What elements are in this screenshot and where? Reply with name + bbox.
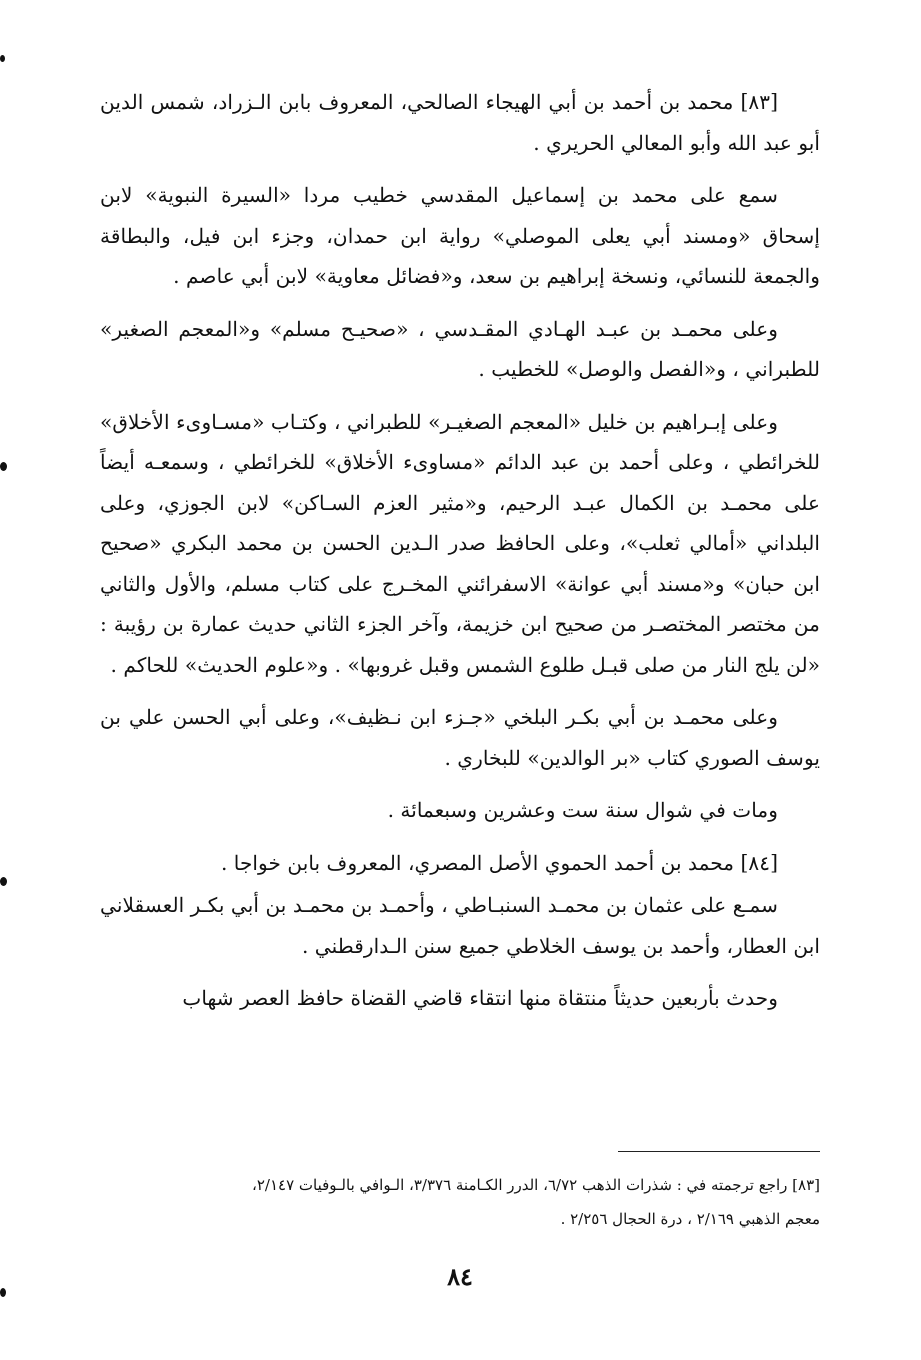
page-number: ٨٤ <box>447 1262 473 1291</box>
entry-84-paragraph-2: وحدث بأربعين حديثاً منتقاة منها انتقاء قاضي القضاة حافظ العصر شهاب <box>182 986 778 1010</box>
footnote-divider <box>618 1151 820 1152</box>
entry-83-paragraph-3: وعلى إبـراهيم بن خليل «المعجم الصغيـر» للطبراني ، وكتـاب «مسـاوىء الأخلاق» للخرائطي ، وعلى أحمد بن عبد الدائم «مساوىء الأخلاق» للخرائطي ، وسمعـه أيضاً على محمـد بن الكمال عبـد الرحيم، و«مثير العزم السـاكن» لابن الجوزي، وعلى البلداني «أمالي ثعلب»، وعلى الحافظ صدر الـدين الحسن بن محمد البكري «صحيح ابن حبان» و«مسند أبي عوانة» الاسفرائني المخـرج على كتاب مسلم، والأول والثاني من مختصر المختصـر من صحيح ابن خزيمة، وآخر الجزء الثاني حديث عمارة بن رؤيبة : «لن يلج النار من صلى قبـل طلوع الشمس وقبل غروبها» . و«علوم الحديث» للحاكم . <box>100 409 820 677</box>
scan-speck <box>0 462 7 471</box>
entry-83-paragraph-5: ومات في شوال سنة ست وعشرين وسبعمائة . <box>387 798 778 822</box>
entry-84-paragraph-1: سمـع على عثمان بن محمـد السنبـاطي ، وأحمـد بن محمـد بن أبي بكـر العسقلاني ابن العطار، وأحمد بن يوسف الخلاطي جميع سنن الـدارقطني . <box>100 893 820 958</box>
entry-84-heading: [٨٤] محمد بن أحمد الحموي الأصل المصري، المعروف بابن خواجا . <box>220 850 778 875</box>
footnote-line-1: [٨٣] راجع ترجمته في : شذرات الذهب ٦/٧٢، الدرر الكـامنة ٣/٣٧٦، الـوافي بالـوفيات ٢/١٤٧، <box>252 1176 820 1194</box>
scan-speck <box>0 877 7 886</box>
entry-83-paragraph-2: وعلى محمـد بن عبـد الهـادي المقـدسي ، «صحيـح مسلم» و«المعجم الصغير» للطبراني ، و«الفصل والوصل» للخطيب . <box>100 316 820 381</box>
footnote-line-2: معجم الذهبي ٢/١٦٩ ، درة الحجال ٢/٢٥٦ . <box>560 1210 820 1228</box>
footnotes <box>100 1168 820 1236</box>
scan-speck <box>0 55 5 62</box>
entry-83-paragraph-4: وعلى محمـد بن أبي بكـر البلخي «جـزء ابن نـظيف»، وعلى أبي الحسن علي بن يوسف الصوري كتاب «بر الوالدين» للبخاري . <box>100 705 820 770</box>
scan-speck <box>0 1288 6 1297</box>
entry-83-paragraph-1: سمع على محمد بن إسماعيل المقدسي خطيب مردا «السيرة النبوية» لابن إسحاق «ومسند أبي يعلى الموصلي» رواية ابن حمدان، وجزء ابن فيل، والبطاقة والجمعة للنسائي، ونسخة إبراهيم بن سعد، و«فضائل معاوية» لابن أبي عاصم . <box>100 183 820 288</box>
main-text <box>100 82 820 1031</box>
entry-83-heading: [٨٣] محمد بن أحمد بن أبي الهيجاء الصالحي، المعروف بابن الـزراد، شمس الدين أبو عبد الله وأبو المعالي الحريري . <box>100 90 820 155</box>
